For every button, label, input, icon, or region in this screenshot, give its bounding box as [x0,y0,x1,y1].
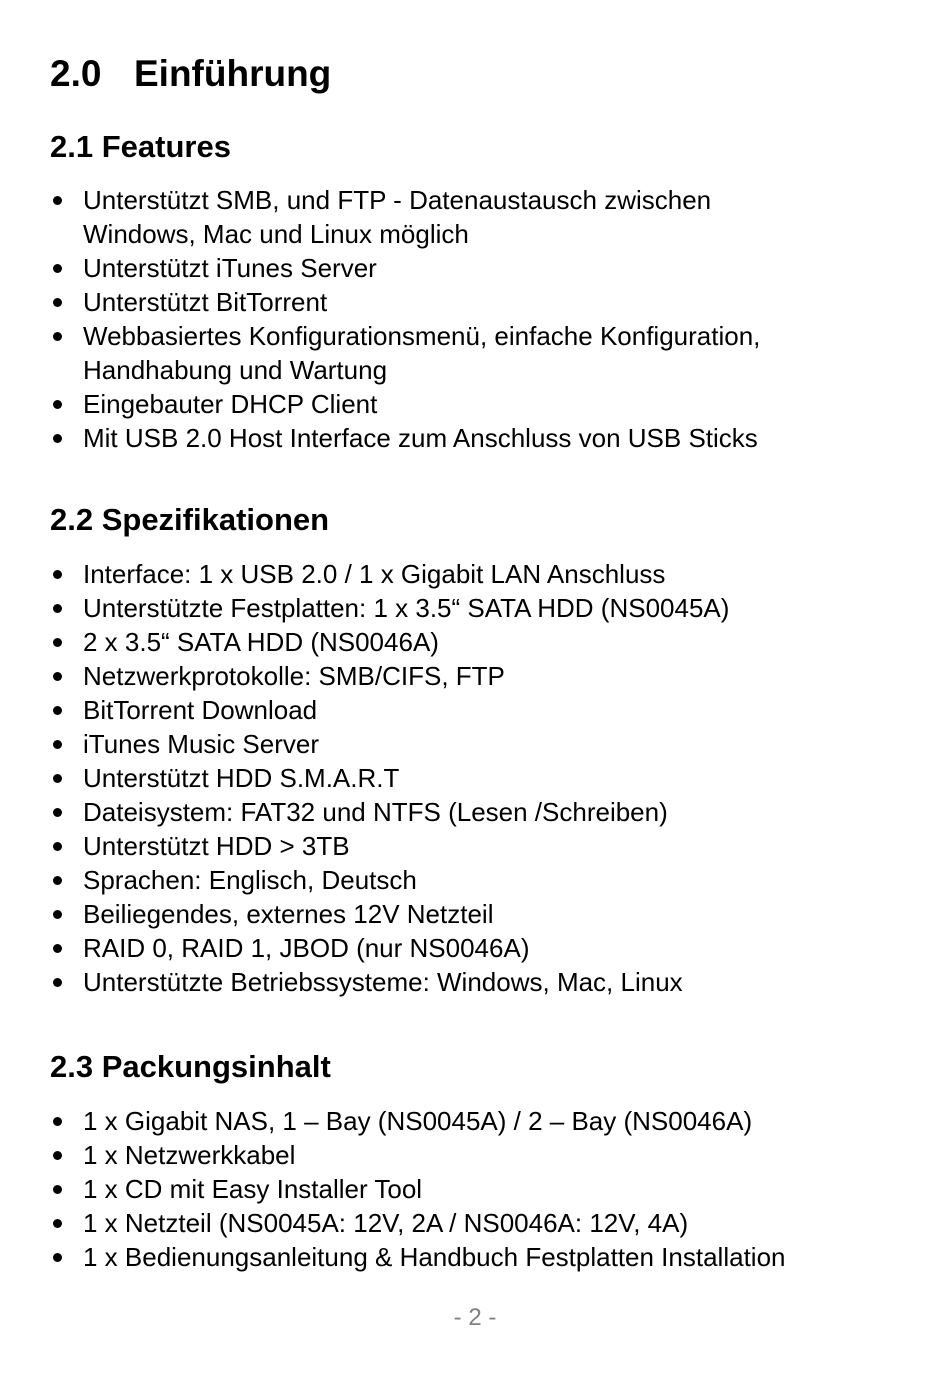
bullet-icon [53,808,62,817]
list-item: 1 x Netzteil (NS0045A: 12V, 2A / NS0046A: 12V, 4A) [50,1206,910,1240]
list-item: Unterstützt iTunes Server [50,251,910,285]
bullet-icon [53,1185,62,1194]
bullet-icon [53,298,62,307]
list-item: Unterstützte Betriebssysteme: Windows, Mac, Linux [50,965,910,999]
bullet-icon [53,1253,62,1262]
list-item: Mit USB 2.0 Host Interface zum Anschluss von USB Sticks [50,421,910,455]
list-item: Unterstützt HDD S.M.A.R.T [50,761,910,795]
section-heading-package-contents: 2.3 Packungsinhalt [50,1049,331,1084]
bullet-icon [53,1117,62,1126]
section-heading-features: 2.1 Features [50,129,231,164]
bullet-icon [53,570,62,579]
list-item: iTunes Music Server [50,727,910,761]
list-item: 1 x Bedienungsanleitung & Handbuch Festplatten Installation [50,1240,910,1274]
chapter-number: 2.0 [50,53,102,94]
bullet-icon [53,706,62,715]
list-item: Dateisystem: FAT32 und NTFS (Lesen /Schreiben) [50,795,910,829]
chapter-title [50,50,331,98]
list-item-continuation: Handhabung und Wartung [83,355,388,385]
bullet-icon [53,672,62,681]
bullet-icon [53,978,62,987]
list-item: Unterstützt BitTorrent [50,285,910,319]
bullet-icon [53,740,62,749]
list-item: Interface: 1 x USB 2.0 / 1 x Gigabit LAN Anschluss [50,557,910,591]
bullet-icon [53,638,62,647]
bullet-icon [53,434,62,443]
bullet-icon [53,910,62,919]
list-item: Eingebauter DHCP Client [50,387,910,421]
list-item-continuation: Windows, Mac und Linux möglich [83,219,469,249]
bullet-icon [53,332,62,341]
list-item: RAID 0, RAID 1, JBOD (nur NS0046A) [50,931,910,965]
list-item: Netzwerkprotokolle: SMB/CIFS, FTP [50,659,910,693]
package-contents-list [50,1104,910,1274]
bullet-icon [53,400,62,409]
bullet-icon [53,876,62,885]
page-number: - 2 - [453,1304,497,1331]
list-item: Unterstützt SMB, und FTP - Datenaustausch zwischen [50,183,910,217]
list-item: 2 x 3.5“ SATA HDD (NS0046A) [50,625,910,659]
bullet-icon [53,1151,62,1160]
list-item: Webbasiertes Konfigurationsmenü, einfache Konfiguration, [50,319,910,353]
list-item: 1 x Netzwerkkabel [50,1138,910,1172]
list-item: Sprachen: Englisch, Deutsch [50,863,910,897]
list-item: Unterstützte Festplatten: 1 x 3.5“ SATA HDD (NS0045A) [50,591,910,625]
specifications-list [50,557,910,999]
bullet-icon [53,264,62,273]
bullet-icon [53,842,62,851]
list-item: 1 x Gigabit NAS, 1 – Bay (NS0045A) / 2 – Bay (NS0046A) [50,1104,910,1138]
bullet-icon [53,604,62,613]
list-item: Unterstützt HDD > 3TB [50,829,910,863]
bullet-icon [53,196,62,205]
list-item: Beiliegendes, externes 12V Netzteil [50,897,910,931]
list-item: BitTorrent Download [50,693,910,727]
chapter-title-text: Einführung [134,53,332,94]
features-list [50,183,910,455]
bullet-icon [53,774,62,783]
section-heading-specifications: 2.2 Spezifikationen [50,502,330,537]
bullet-icon [53,944,62,953]
bullet-icon [53,1219,62,1228]
list-item: 1 x CD mit Easy Installer Tool [50,1172,910,1206]
